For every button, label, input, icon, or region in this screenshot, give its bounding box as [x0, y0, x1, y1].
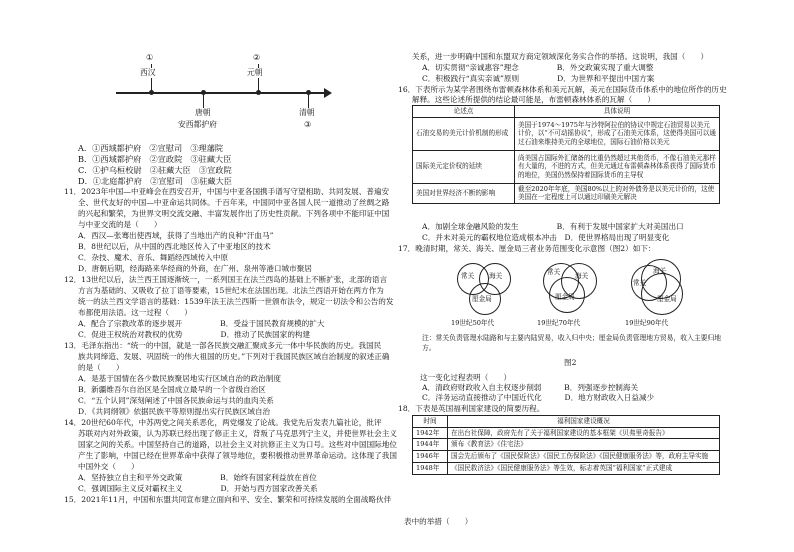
table-cell: 在出台社保障，政府先有了关于福利国家建设的基本框架《贝弗里奇报告》 — [448, 427, 720, 439]
q13-line: 的是（ ） — [78, 363, 124, 372]
timeline-arrow-icon — [324, 88, 332, 98]
timeline-sublabel: 安西都护府 — [178, 120, 217, 129]
q10-option: B．①西域都护府 ②宣政院 ③驻藏大臣 — [78, 154, 232, 164]
q15-option: C．积极践行“真实亲诚”原则 D．为世界和平提出中国方案 — [422, 74, 655, 83]
venn-title: 19世纪90年代 — [625, 319, 669, 327]
table-cell: 1942年 — [413, 427, 448, 439]
table-row — [413, 183, 720, 203]
q12-line: 统一的法兰西文学语言的基础：1539年法王法兰西斯一世颁布法令，规定一切法令和公告的发 — [78, 297, 394, 306]
table-row — [413, 427, 720, 439]
table-cell: 石油交易的美元计价机制的形成 — [413, 117, 515, 150]
table-header-cell: 时间 — [413, 416, 448, 428]
q10-option: C．①护乌桓校尉 ②驻藏大臣 ③宣政院 — [78, 165, 232, 175]
q11-option: D．唐朝后期，经海路来华经商的外商，在广州、泉州等港口城市聚居 — [78, 264, 312, 273]
table-cell: 《国民救济法》《国民健康服务法》等生效，标志着英国“福利国家”正式建成 — [448, 462, 720, 474]
table-row — [413, 150, 720, 183]
q11-option: A．西汉—张骞出使西域，获得了当地出产的良种“汗血马” — [78, 231, 274, 240]
timeline-point — [149, 90, 154, 95]
timeline-point — [256, 90, 261, 95]
table-header-cell: 福利国家建设概况 — [448, 416, 720, 428]
table-cell: 美国于1974～1975年与沙特阿拉伯的协议中规定石油贸易以美元计价，以“不可动摇协议”，形成了石油美元体系，这使得美国可以通过石油来维持美元的全球地位，国际石油价格以美元 — [515, 117, 720, 150]
q16-line: 解释。这些论述所提供的结论最可能是，布雷顿森林体系的瓦解（ ） — [412, 95, 655, 104]
table-row — [413, 439, 720, 451]
venn-note: 注：常关负责管理水陆路和与主要内陆贸易，收入归中央；厘金局负责管理地方贸易，收入主要归地方。 — [422, 334, 722, 353]
table-header-cell: 论述点 — [413, 106, 515, 118]
q17-option: C．洋务运动直接推动了中国近代化 D．地方财政收入日益减少 — [422, 393, 655, 402]
q11-option: C．杂技、魔术、音乐、舞蹈经西域传入中原 — [78, 253, 229, 262]
timeline-tick — [308, 94, 309, 108]
q11-line: 的兴起和繁荣，为世界文明交流交融、丰富发展作出了历史性贡献。下列各项中不能印证中国 — [78, 209, 390, 218]
q18-line: 18．下表是英国福利国家建设的简要历程。 — [398, 404, 545, 413]
table-header-cell: 具体说明 — [515, 106, 720, 118]
timeline-label-qing: 清朝 — [299, 108, 315, 117]
table-cell: 尚美国占国际外汇储备的比重仍然超过其他货币，不像石油美元那样有大量的，不进的方式，但美元通过布雷顿森林体系获得了国际货币的地位，美国仍然保持着国际货币的主导权 — [515, 150, 720, 183]
q11-line: 全、世代友好的中国—中亚命运共同体。千百年来，中国同中亚各国人民一道推动了丝绸之路 — [78, 198, 390, 207]
timeline-label-xihan: 西汉 — [140, 68, 156, 77]
table-cell: 1948年 — [413, 462, 448, 474]
venn-label: 常关 — [461, 272, 475, 280]
q11-line: 11．2023年中国—中亚峰会在西安召开，中国与中亚各国携手谱写守望相助、共同发展、普遍安 — [64, 187, 390, 196]
q18-table — [412, 415, 720, 475]
q11-line: 与中亚交流的是（ ） — [78, 220, 162, 229]
timeline-mark-2: ② — [253, 53, 260, 62]
timeline-label-yuan: 元朝 — [247, 68, 263, 77]
q13-line: 族共同缔造、发展、巩固统一的伟大祖国的历史。”下列对于我国民族区域自治制度的叙述正确 — [78, 352, 390, 361]
timeline-point — [306, 90, 311, 95]
q14-line: 中国外交（ ） — [78, 462, 139, 471]
q10-option: A．①西域都护府 ②宣慰司 ③理藩院 — [78, 143, 224, 153]
q13-option: A．是基于国情在各少数民族聚居地实行区域自治的政治制度 — [78, 374, 281, 383]
q13-option: C．“五个认同”深刻阐述了中国各民族命运与共的血肉关系 — [78, 396, 274, 405]
table-cell: 国际美元定价权的延续 — [413, 150, 515, 183]
venn-title: 19世纪50年代 — [451, 319, 495, 327]
venn-label: 海关 — [575, 272, 589, 280]
timeline-point — [201, 90, 206, 95]
q13-option: B．新疆维吾尔自治区是全国成立最早的一个省级自治区 — [78, 385, 266, 394]
figure-caption: 图2 — [564, 358, 577, 367]
table-cell: 国会先后颁布了《国民保险法》《国民工伤保险法》《国民健康服务法》等，政府主导实施 — [448, 451, 720, 463]
timeline-label-tang: 唐朝 — [195, 108, 211, 117]
venn-title: 19世纪70年代 — [537, 319, 581, 327]
q14-line: 产生了影响，中国已经在世界革命中获得了领导地位，要积极推动世界革命运动。这体现了我国 — [78, 451, 397, 460]
q15-option: A．切实贯彻“亲诚惠容”理念 B．外交政策实现了重大调整 — [422, 63, 654, 72]
q13-line: 13．毛泽东指出：“统一的中国，就是一部各民族交融汇聚成多元一体中华民族的历史。我国民 — [64, 341, 382, 350]
venn-label: 海关 — [653, 267, 667, 275]
q10-option: D．①北庭都护府 ②宣慰司 ③驻藏大臣 — [78, 176, 232, 186]
table-header-row — [413, 106, 720, 118]
table-row — [413, 462, 720, 474]
venn-label: 厘金局 — [555, 293, 575, 301]
timeline-figure — [78, 50, 328, 135]
q18-stem: 表中的举措（ ） — [404, 517, 473, 526]
table-header-row — [413, 416, 720, 428]
q12-option: C．促进王权统治对教权的优势 D．推动了民族国家的构建 — [78, 330, 311, 339]
timeline-mark-3: ③ — [304, 120, 311, 129]
table-cell: 截至2020年年底，美国80%以上的对外债务是以美元计价的，这使美国在一定程度上可以通过印刷美元解决 — [515, 183, 720, 203]
q16-line: 16．下表所示为某学者围绕布雷顿森林体系和美元瓦解，美元在国际货币体系中的地位所作的历史 — [398, 85, 727, 94]
table-cell: 颁布《教育法》《住宅法》 — [448, 439, 720, 451]
table-cell: 美国对世界经济不断的影响 — [413, 183, 515, 203]
q15-line: 关系，进一步明确中国和东盟双方商定领域深化务实合作的举措。这说明，我国（ ） — [412, 52, 709, 61]
venn-label: 常关 — [633, 279, 647, 287]
q17-option: A．清政府财政收入自主权逐步削弱 B．列强逐步控制海关 — [422, 383, 639, 392]
venn-label: 常关 — [547, 268, 561, 276]
q14-line: 国家之间的关系。中国坚持自己的道路，以社会主义对抗修正主义为口号。这些对中国国际地位 — [78, 440, 397, 449]
q14-option: C．强调国际主义反对霸权主义 D．开始与西方国家改善关系 — [78, 484, 318, 493]
q12-line: 12．13世纪以后，法兰西王国逐渐统一，一系列国王在法兰西岛的基础上不断扩张，北部的语言 — [64, 275, 388, 284]
q12-option: A．配合了宗教改革的逐步展开 B．受益于国民教育规模的扩大 — [78, 319, 325, 328]
q14-line: 苏联对内对外政策，认为苏联已经出现了修正主义，背叛了马克思列宁主义，并使世界社会主义 — [78, 429, 397, 438]
q16-option: C．并未对美元的霸权地位造成根本冲击 D．使世界格局出现了明显变化 — [422, 233, 670, 242]
q15-line: 15．2021年11月，中国和东盟共同宣布建立面向和平、安全、繁荣和可持续发展的全面战略伙伴 — [64, 495, 392, 504]
q11-option: B．8世纪以后，从中国的西北地区传入了中亚地区的技术 — [78, 242, 271, 251]
table-cell: 1946年 — [413, 451, 448, 463]
q14-line: 14．20世纪60年代，中苏两党之间关系恶化，两党爆发了论战。我党先后发表九篇社论，批评 — [64, 418, 382, 427]
q13-option: D．《共同纲领》依据民族平等原则提出实行民族区域自治 — [78, 407, 271, 416]
timeline-axis — [116, 92, 326, 94]
table-cell: 1944年 — [413, 439, 448, 451]
q16-table — [412, 105, 720, 204]
venn-circle-lijin — [641, 273, 683, 315]
q12-line: 布都使用法语。这一过程（ ） — [78, 308, 192, 317]
q16-option: A．加剧全球金融风险的发生 B．有利于发展中国家扩大对美国出口 — [422, 222, 684, 231]
table-row — [413, 117, 720, 150]
venn-label: 厘金局 — [657, 295, 677, 303]
venn-label: 海关 — [489, 272, 503, 280]
q14-option: A．坚持独立自主和平外交政策 B．始终有国家利益放在首位 — [78, 473, 317, 482]
timeline-tick — [203, 94, 204, 108]
venn-figure — [445, 255, 705, 330]
venn-label: 厘金局 — [472, 295, 492, 303]
q17-line: 17．晚清时期，常关、海关、厘金局三者业务范围变化示意图（图2）如下： — [398, 244, 656, 253]
timeline-mark-1: ① — [146, 53, 153, 62]
q12-line: 方言为基础的、又吸收了拉丁语等要素，15世纪末在法国出现。北法兰西语开始在两方作为 — [78, 286, 384, 295]
q17-stem: 这一变化过程表明（ ） — [420, 373, 512, 382]
table-row — [413, 451, 720, 463]
